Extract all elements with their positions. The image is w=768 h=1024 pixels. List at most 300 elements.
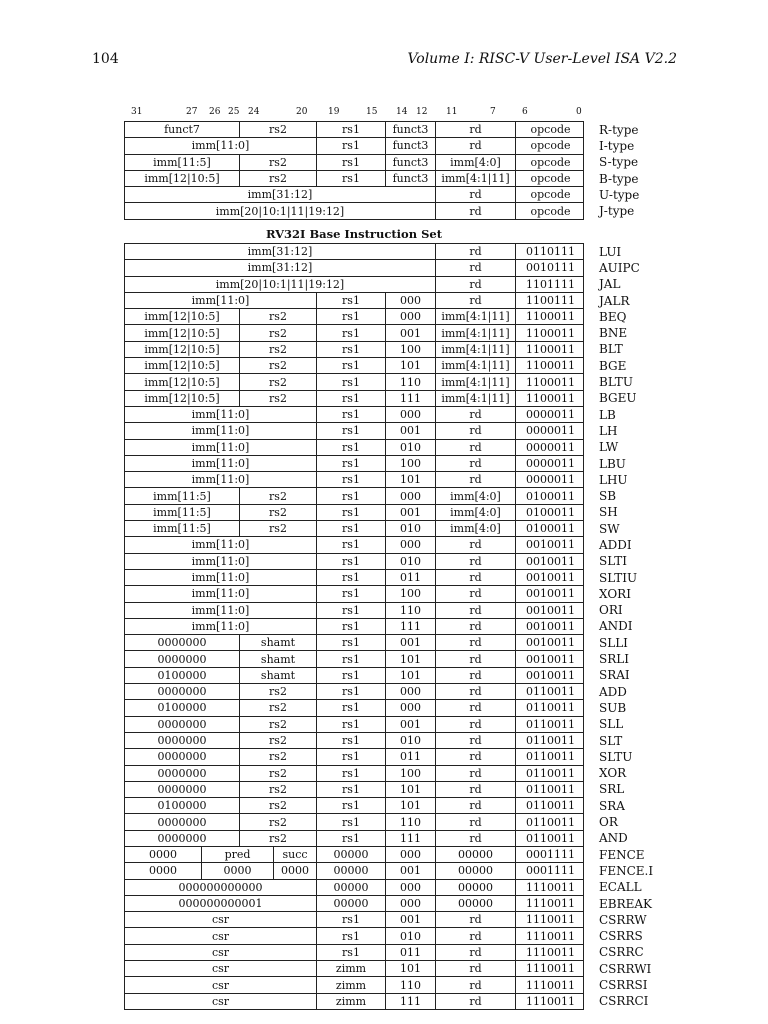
field-cell: rd: [435, 928, 515, 943]
field-cell: imm[31:12]: [247, 245, 313, 259]
mnemonic-label: FENCE.I: [599, 863, 654, 878]
field-cell: 0000011: [515, 423, 585, 438]
field-cell: rs1: [316, 374, 385, 389]
field-cell: 1100011: [515, 358, 585, 373]
instruction-row: [124, 994, 649, 1010]
field-cell: zimm: [316, 961, 385, 976]
field-cell: rs1: [316, 717, 385, 732]
field-cell: 000: [385, 309, 435, 324]
mnemonic-label: CSRRS: [599, 929, 643, 944]
field-cell: 0000: [149, 864, 177, 878]
format-type-label: U-type: [599, 187, 640, 202]
field-cell: 0000: [149, 848, 177, 862]
field-cell: opcode: [515, 203, 585, 218]
mnemonic-label: BLT: [599, 342, 623, 357]
field-cell: imm[11:0]: [191, 139, 250, 153]
field-cell: opcode: [515, 122, 585, 137]
field-cell: imm[12|10:5]: [144, 172, 220, 186]
field-cell: 100: [385, 342, 435, 357]
field-cell: rs2: [239, 798, 316, 813]
field-cell: opcode: [515, 138, 585, 153]
field-cell: rs2: [239, 521, 316, 536]
field-cell: rs2: [239, 684, 316, 699]
field-cell: 000: [385, 847, 435, 862]
field-cell: 0010011: [515, 603, 585, 618]
mnemonic-label: ECALL: [599, 880, 642, 895]
field-cell: imm[11:0]: [191, 619, 250, 633]
field-cell: 0100011: [515, 505, 585, 520]
field-cell: 00000: [316, 847, 385, 862]
bit-label: 11: [446, 107, 458, 117]
field-cell: 001: [385, 863, 435, 878]
mnemonic-label: SLT: [599, 733, 623, 748]
field-cell: 1110011: [515, 912, 585, 927]
field-cell: rs1: [316, 570, 385, 585]
field-cell: imm[12|10:5]: [144, 342, 220, 356]
field-cell: rs1: [316, 472, 385, 487]
instruction-row: [124, 374, 633, 390]
field-cell: rd: [435, 651, 515, 666]
section-title: RV32I Base Instruction Set: [265, 227, 443, 241]
field-cell: rs1: [316, 814, 385, 829]
mnemonic-label: ADD: [599, 684, 627, 699]
field-cell: 000: [385, 896, 435, 911]
mnemonic-label: BEQ: [599, 309, 627, 324]
field-cell: 101: [385, 472, 435, 487]
instruction-row: [124, 766, 627, 782]
mnemonic-label: SLTU: [599, 749, 633, 764]
mnemonic-label: SLTIU: [599, 570, 638, 585]
instruction-row: [124, 635, 628, 651]
field-cell: zimm: [316, 994, 385, 1009]
field-cell: rs2: [239, 717, 316, 732]
field-cell: 101: [385, 782, 435, 797]
field-cell: rs2: [239, 358, 316, 373]
bit-label: 20: [296, 107, 308, 117]
field-cell: csr: [211, 929, 230, 943]
bit-position-labels: [124, 107, 584, 121]
mnemonic-label: SRLI: [599, 652, 629, 667]
field-cell: shamt: [239, 635, 316, 650]
instruction-row: [124, 603, 623, 619]
field-cell: 1110011: [515, 896, 585, 911]
field-cell: rs2: [239, 391, 316, 406]
field-cell: 010: [385, 733, 435, 748]
field-cell: 0110011: [515, 700, 585, 715]
field-cell: rs1: [316, 945, 385, 960]
field-cell: rs2: [239, 309, 316, 324]
format-type-label: S-type: [599, 155, 639, 170]
instruction-row: [124, 912, 647, 928]
field-cell: 110: [385, 814, 435, 829]
field-cell: 0010011: [515, 570, 585, 585]
field-cell: rd: [435, 782, 515, 797]
instruction-row: [124, 472, 628, 488]
field-cell: 0010011: [515, 668, 585, 683]
field-cell: 101: [385, 961, 435, 976]
bit-label: 7: [490, 107, 496, 117]
field-cell: rs1: [316, 122, 385, 137]
instruction-row: [124, 488, 617, 504]
field-cell: rs2: [239, 122, 316, 137]
field-cell: 001: [385, 505, 435, 520]
instruction-row: [124, 945, 644, 961]
field-cell: rd: [435, 977, 515, 992]
mnemonic-label: XOR: [599, 766, 627, 781]
field-cell: rs1: [316, 537, 385, 552]
field-cell: rd: [435, 831, 515, 846]
field-cell: rs1: [316, 766, 385, 781]
field-cell: rs1: [316, 603, 385, 618]
field-cell: imm[11:0]: [191, 473, 250, 487]
field-cell: rd: [435, 472, 515, 487]
field-cell: imm[11:0]: [191, 408, 250, 422]
instruction-row: [124, 977, 648, 993]
field-cell: 100: [385, 456, 435, 471]
field-cell: 0000011: [515, 440, 585, 455]
field-cell: 0110011: [515, 733, 585, 748]
field-cell: rd: [435, 554, 515, 569]
field-cell: 001: [385, 423, 435, 438]
instruction-row: [124, 831, 628, 847]
field-cell: imm[11:0]: [191, 538, 250, 552]
instruction-row: [124, 586, 631, 602]
field-cell: 001: [385, 325, 435, 340]
instruction-row: [124, 961, 652, 977]
field-cell: 010: [385, 554, 435, 569]
field-cell: imm[11:5]: [153, 522, 211, 536]
field-cell: rs1: [316, 342, 385, 357]
field-cell: 0010011: [515, 635, 585, 650]
field-cell: 100: [385, 586, 435, 601]
field-cell: imm[12|10:5]: [144, 326, 220, 340]
field-cell: 0000000: [157, 717, 207, 731]
field-cell: rd: [435, 684, 515, 699]
field-cell: 0010011: [515, 586, 585, 601]
field-cell: rs2: [239, 171, 316, 186]
field-cell: imm[12|10:5]: [144, 391, 220, 405]
field-cell: rd: [435, 766, 515, 781]
format-type-label: B-type: [599, 171, 639, 186]
field-cell: 101: [385, 668, 435, 683]
instruction-row: [124, 243, 622, 260]
field-cell: imm[4:1|11]: [435, 342, 515, 357]
field-cell: rd: [435, 537, 515, 552]
field-cell: rs1: [316, 733, 385, 748]
field-cell: opcode: [515, 155, 585, 170]
field-cell: rd: [435, 814, 515, 829]
field-cell: imm[11:0]: [191, 587, 250, 601]
field-cell: funct3: [385, 155, 435, 170]
field-cell: rd: [435, 961, 515, 976]
field-cell: 00000: [435, 896, 515, 911]
field-cell: rd: [435, 423, 515, 438]
field-cell: rd: [435, 717, 515, 732]
mnemonic-label: SW: [599, 521, 620, 536]
field-cell: 0000000: [157, 815, 207, 829]
instruction-row: [124, 554, 627, 570]
instruction-row: [124, 505, 618, 521]
field-cell: imm[20|10:1|11|19:12]: [215, 204, 345, 218]
instruction-row: [124, 537, 632, 553]
field-cell: rs2: [239, 155, 316, 170]
field-cell: rd: [435, 603, 515, 618]
field-cell: 0010011: [515, 651, 585, 666]
field-cell: 000: [385, 880, 435, 895]
format-row: [124, 187, 640, 203]
field-cell: 0001111: [515, 863, 585, 878]
mnemonic-label: EBREAK: [599, 896, 653, 911]
field-cell: rs1: [316, 440, 385, 455]
instruction-row: [124, 423, 618, 439]
instruction-row: [124, 863, 654, 879]
field-cell: rs1: [316, 138, 385, 153]
field-cell: 0010111: [515, 260, 585, 275]
field-cell: rd: [435, 203, 515, 218]
instruction-row: [124, 440, 619, 456]
field-cell: 001: [385, 912, 435, 927]
field-cell: imm[4:0]: [435, 521, 515, 536]
field-cell: rs1: [316, 619, 385, 634]
mnemonic-label: LH: [599, 423, 618, 438]
instruction-row: [124, 684, 627, 700]
field-cell: rd: [435, 798, 515, 813]
field-cell: imm[11:0]: [191, 294, 250, 308]
field-cell: rs1: [316, 358, 385, 373]
field-cell: rd: [435, 244, 515, 259]
mnemonic-label: BLTU: [599, 375, 633, 390]
instruction-row: [124, 456, 626, 472]
instruction-row: [124, 782, 625, 798]
field-cell: rd: [435, 733, 515, 748]
field-cell: imm[11:5]: [153, 155, 211, 169]
field-cell: rs2: [239, 505, 316, 520]
field-cell: csr: [211, 945, 230, 959]
mnemonic-label: LB: [599, 407, 616, 422]
mnemonic-label: SRL: [599, 782, 625, 797]
field-cell: rd: [435, 912, 515, 927]
field-cell: 000: [385, 537, 435, 552]
field-cell: rs2: [239, 782, 316, 797]
field-cell: 0000000: [157, 734, 207, 748]
field-cell: 1110011: [515, 945, 585, 960]
field-cell: 010: [385, 521, 435, 536]
mnemonic-label: SB: [599, 489, 617, 504]
format-table: [124, 121, 640, 220]
instruction-table: [124, 243, 654, 1010]
field-cell: 1110011: [515, 961, 585, 976]
format-type-label: J-type: [599, 204, 635, 219]
mnemonic-label: SRA: [599, 798, 625, 813]
field-cell: 000: [385, 488, 435, 503]
field-cell: 0000000: [157, 636, 207, 650]
field-cell: 0110011: [515, 798, 585, 813]
field-cell: 000000000000: [178, 880, 263, 894]
instruction-row: [124, 700, 627, 716]
field-cell: imm[4:1|11]: [435, 325, 515, 340]
page-number: 104: [92, 51, 119, 67]
field-cell: imm[11:0]: [191, 424, 250, 438]
field-cell: rs1: [316, 635, 385, 650]
field-cell: 00000: [316, 880, 385, 895]
mnemonic-label: CSRRW: [599, 912, 647, 927]
field-cell: shamt: [239, 651, 316, 666]
field-cell: 0000000: [157, 831, 207, 845]
field-cell: 000: [385, 293, 435, 308]
instruction-row: [124, 358, 627, 374]
field-cell: 1100011: [515, 325, 585, 340]
mnemonic-label: BGEU: [599, 391, 637, 406]
instruction-row: [124, 896, 653, 912]
field-cell: rd: [435, 440, 515, 455]
mnemonic-label: LBU: [599, 456, 626, 471]
field-cell: 110: [385, 977, 435, 992]
field-cell: rs1: [316, 782, 385, 797]
mnemonic-label: BNE: [599, 326, 628, 341]
field-cell: 0000011: [515, 472, 585, 487]
field-cell: imm[4:1|11]: [435, 309, 515, 324]
field-cell: 0110011: [515, 717, 585, 732]
mnemonic-label: JALR: [599, 293, 630, 308]
field-cell: rs1: [316, 309, 385, 324]
field-cell: rs1: [316, 586, 385, 601]
field-cell: rd: [435, 122, 515, 137]
bit-label: 15: [366, 107, 378, 117]
field-cell: 000: [385, 407, 435, 422]
field-cell: imm[20|10:1|11|19:12]: [215, 277, 345, 291]
field-cell: 001: [385, 635, 435, 650]
mnemonic-label: SLTI: [599, 554, 627, 569]
field-cell: 1100011: [515, 309, 585, 324]
mnemonic-label: CSRRSI: [599, 978, 648, 992]
field-cell: 0100011: [515, 521, 585, 536]
field-cell: 00000: [316, 863, 385, 878]
field-cell: 110: [385, 374, 435, 389]
field-cell: imm[11:0]: [191, 571, 250, 585]
instruction-row: [124, 619, 633, 635]
field-cell: rs2: [239, 749, 316, 764]
field-cell: imm[12|10:5]: [144, 375, 220, 389]
format-row: [124, 138, 635, 154]
field-cell: rs1: [316, 684, 385, 699]
instruction-row: [124, 717, 624, 733]
field-cell: opcode: [515, 187, 585, 202]
bit-label: 12: [416, 107, 428, 117]
bit-label: 25: [228, 107, 240, 117]
instruction-row: [124, 668, 630, 684]
field-cell: rs1: [316, 554, 385, 569]
field-cell: imm[11:0]: [191, 554, 250, 568]
format-row: [124, 171, 639, 187]
field-cell: rs1: [316, 521, 385, 536]
field-cell: imm[11:0]: [191, 440, 250, 454]
instruction-row: [124, 847, 645, 863]
field-cell: imm[11:0]: [191, 457, 250, 470]
mnemonic-label: CSRRC: [599, 945, 644, 960]
instruction-row: [124, 880, 642, 896]
instruction-row: [124, 260, 640, 276]
mnemonic-label: AUIPC: [599, 260, 640, 275]
mnemonic-label: SH: [599, 505, 618, 520]
field-cell: rs1: [316, 325, 385, 340]
field-cell: rs1: [316, 700, 385, 715]
field-cell: 1101111: [515, 277, 585, 292]
field-cell: imm[4:1|11]: [435, 358, 515, 373]
mnemonic-label: CSRRCI: [599, 994, 649, 1009]
field-cell: rs1: [316, 505, 385, 520]
field-cell: rs1: [316, 407, 385, 422]
mnemonic-label: BGE: [599, 358, 627, 373]
mnemonic-label: SLL: [599, 717, 624, 732]
field-cell: 1110011: [515, 928, 585, 943]
field-cell: funct3: [385, 122, 435, 137]
field-cell: imm[31:12]: [247, 188, 313, 202]
field-cell: imm[31:12]: [247, 261, 313, 275]
mnemonic-label: XORI: [599, 586, 631, 601]
format-row: [124, 155, 639, 171]
field-cell: 000: [385, 684, 435, 699]
bit-label: 19: [328, 107, 340, 117]
field-cell: 0000000: [157, 750, 207, 764]
field-cell: imm[12|10:5]: [144, 359, 220, 373]
field-cell: 0110011: [515, 814, 585, 829]
field-cell: rs1: [316, 423, 385, 438]
field-cell: 010: [385, 440, 435, 455]
field-cell: rd: [435, 277, 515, 292]
format-type-label: R-type: [599, 122, 639, 137]
field-cell: 1100111: [515, 293, 585, 308]
field-cell: rs2: [239, 766, 316, 781]
bit-label: 14: [396, 107, 408, 117]
field-cell: 1100011: [515, 342, 585, 357]
field-cell: rd: [435, 187, 515, 202]
field-cell: imm[4:1|11]: [435, 374, 515, 389]
field-cell: rs1: [316, 912, 385, 927]
field-cell: imm[4:0]: [435, 155, 515, 170]
field-cell: imm[4:1|11]: [435, 171, 515, 186]
field-cell: rs2: [239, 831, 316, 846]
bit-label: 6: [522, 107, 528, 117]
field-cell: rs2: [239, 374, 316, 389]
format-row: [124, 121, 639, 138]
field-cell: rs1: [316, 391, 385, 406]
field-cell: 1100011: [515, 374, 585, 389]
field-cell: rs1: [316, 831, 385, 846]
field-cell: 0010011: [515, 554, 585, 569]
field-cell: funct7: [164, 123, 200, 137]
field-cell: rs1: [316, 668, 385, 683]
bit-label: 24: [248, 107, 260, 117]
field-cell: rd: [435, 570, 515, 585]
running-title: Volume I: RISC-V User-Level ISA V2.2: [407, 51, 677, 67]
field-cell: rd: [435, 994, 515, 1009]
field-cell: 0000011: [515, 407, 585, 422]
field-cell: rs1: [316, 171, 385, 186]
mnemonic-label: OR: [599, 815, 618, 830]
field-cell: 0000: [201, 863, 273, 878]
field-cell: imm[4:1|11]: [435, 391, 515, 406]
field-cell: rs2: [239, 700, 316, 715]
instruction-row: [124, 342, 623, 358]
field-cell: rd: [435, 293, 515, 308]
instruction-row: [124, 407, 616, 423]
field-cell: imm[4:0]: [435, 505, 515, 520]
field-cell: 0010011: [515, 619, 585, 634]
field-cell: rd: [435, 138, 515, 153]
field-cell: rs2: [239, 325, 316, 340]
instruction-row: [124, 733, 623, 749]
field-cell: rs2: [239, 342, 316, 357]
